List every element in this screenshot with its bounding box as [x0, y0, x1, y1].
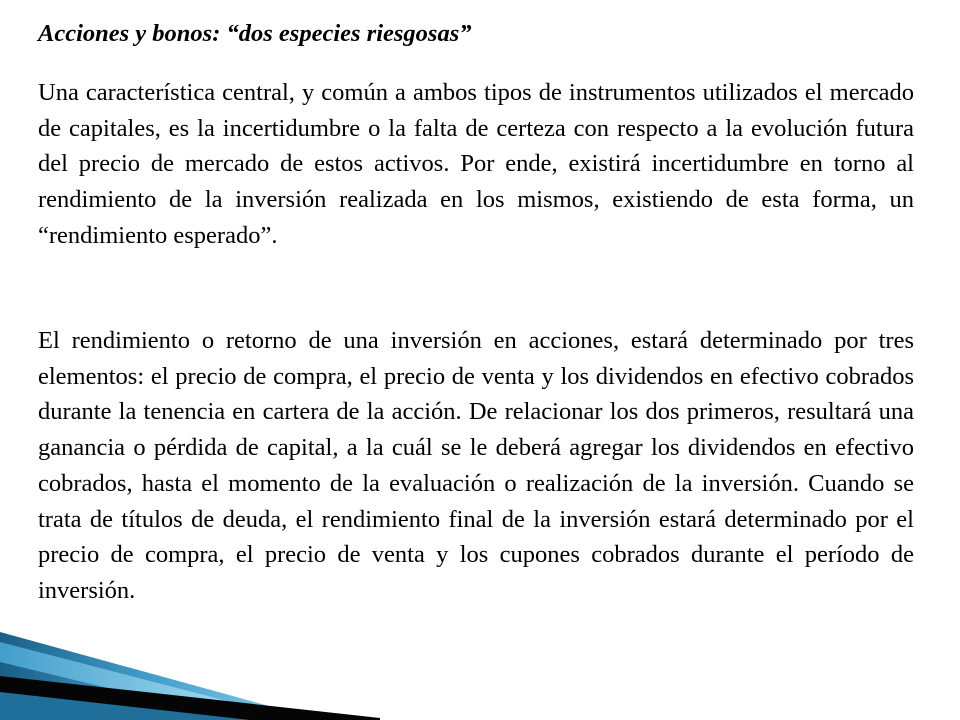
paragraph-2: El rendimiento o retorno de una inversión en acciones, estará determinado por tres elementos: el precio de compra, el precio de venta y los dividendos en efectivo cobrados durante la tenencia en cartera de la acción. De relacionar los dos primeros, resultará una ganancia o pérdida de capital, a la cuál se le deberá agregar los dividendos en efectivo cobrados, hasta el momento de la evaluación o realización de la inversión. Cuando se trata de títulos de deuda, el rendimiento final de la inversión estará determinado por el precio de compra, el precio de venta y los cupones cobrados durante el período de inversión.: [38, 327, 914, 604]
corner-decoration: [0, 580, 380, 720]
paragraph-1: Una característica central, y común a ambos tipos de instrumentos utilizados el mercado de capitales, es la incertidumbre o la falta de certeza con respecto a la evolución futura del precio de mercado de estos activos. Por ende, existirá incertidumbre en torno al rendimiento de la inversión realizada en los mismos, existiendo de esta forma, un “rendimiento esperado”.: [38, 79, 914, 249]
slide-title: Acciones y bonos: “dos especies riesgosas”: [38, 20, 472, 47]
